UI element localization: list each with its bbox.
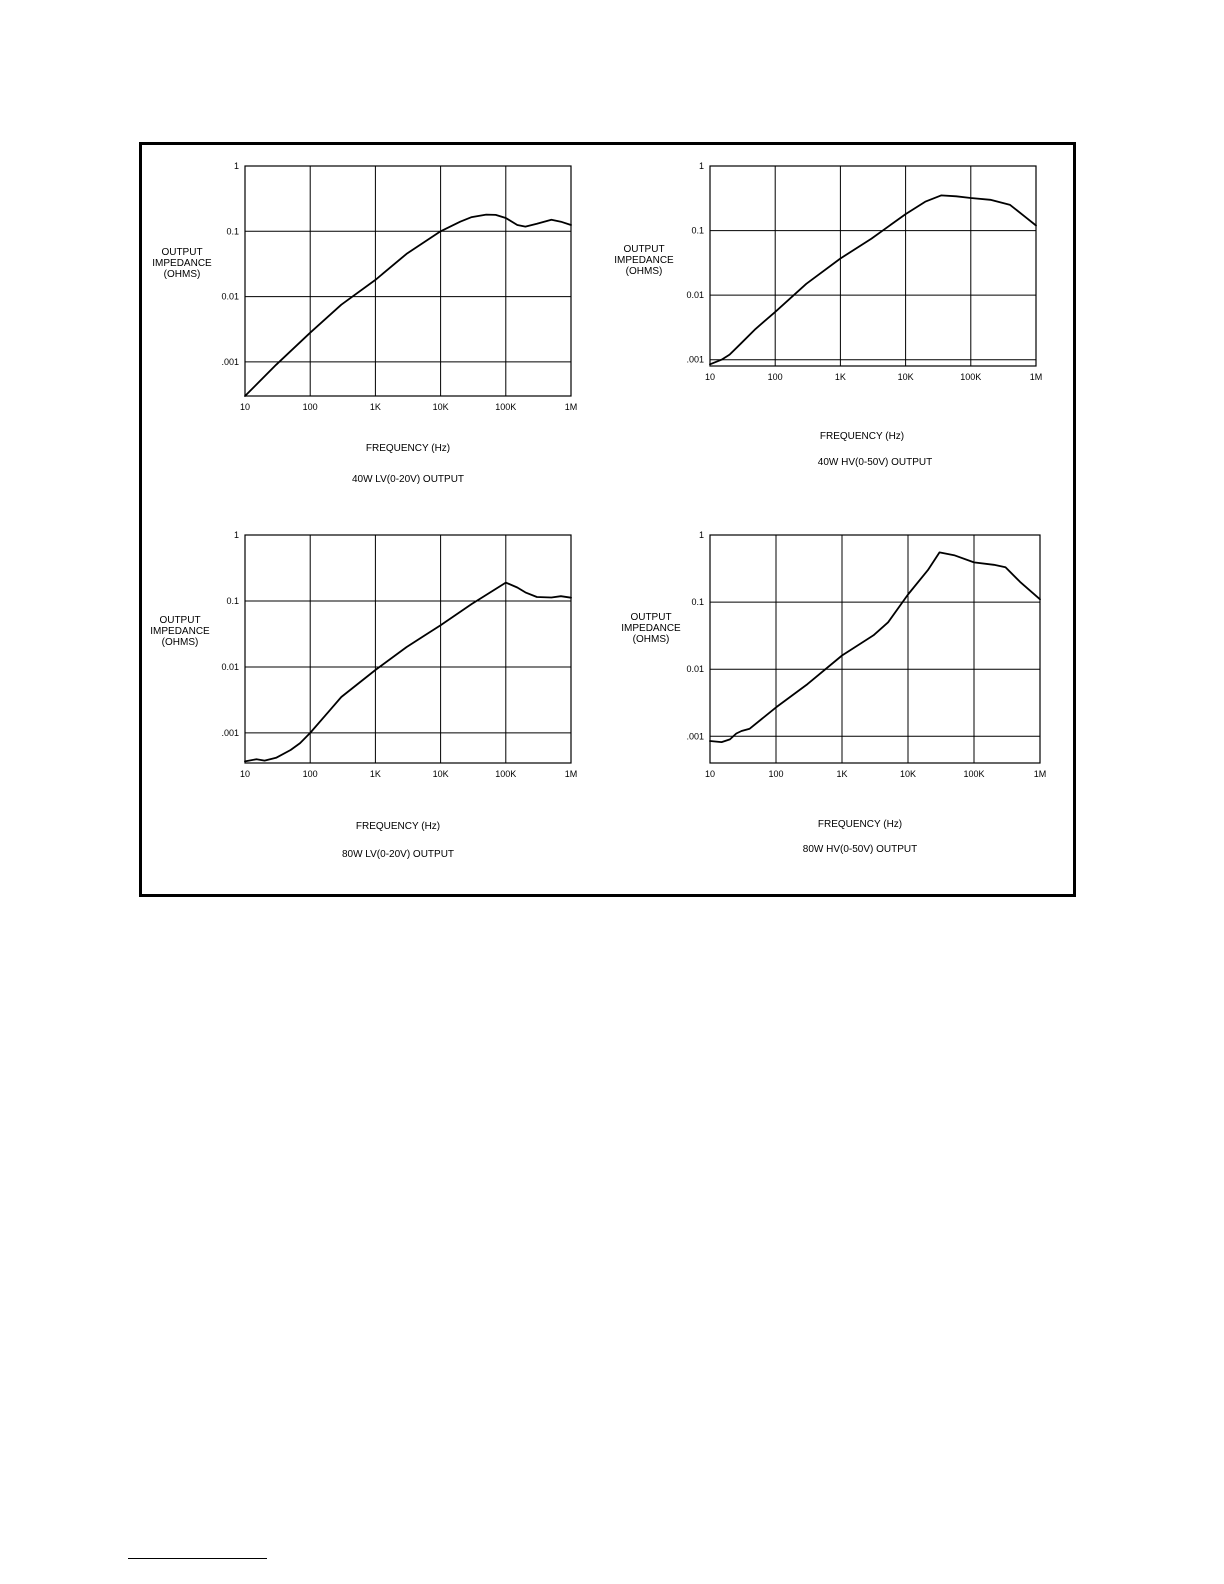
x-tick-label: 10 <box>704 769 716 779</box>
x-tick-label: 10 <box>239 402 251 412</box>
chart-40w-lv-xlabel: FREQUENCY (Hz) <box>365 443 451 454</box>
x-tick-label: 100K <box>960 372 982 382</box>
x-tick-label: 1M <box>564 769 578 779</box>
x-tick-label: 100 <box>302 769 318 779</box>
ylabel-line: OUTPUT <box>159 615 201 626</box>
ylabel-line: OUTPUT <box>630 612 672 623</box>
chart-80w-lv-xlabel: FREQUENCY (Hz) <box>355 821 441 832</box>
y-tick-label: 0.01 <box>221 291 239 302</box>
y-tick-label: .001 <box>686 731 704 742</box>
y-tick-label: 0.01 <box>686 290 704 301</box>
y-tick-label: 1 <box>698 161 704 171</box>
y-tick-label: 1 <box>233 530 239 540</box>
y-tick-label: .001 <box>221 727 239 738</box>
x-tick-label: 10 <box>704 372 716 382</box>
y-tick-label: 0.01 <box>686 664 704 675</box>
x-tick-label: 100K <box>495 402 517 412</box>
x-tick-label: 1M <box>1033 769 1047 779</box>
x-tick-label: 1M <box>564 402 578 412</box>
chart-80w-hv-ylabel <box>611 612 691 645</box>
chart-80w-hv-title: 80W HV(0-50V) OUTPUT <box>802 844 918 855</box>
y-tick-label: 0.1 <box>226 226 239 237</box>
y-tick-label: .001 <box>221 356 239 367</box>
y-tick-label: 1 <box>698 530 704 540</box>
x-tick-label: 100 <box>302 402 318 412</box>
ylabel-line: IMPEDANCE <box>152 258 212 269</box>
ylabel-line: (OHMS) <box>161 637 199 648</box>
ylabel-line: OUTPUT <box>161 247 203 258</box>
ylabel-line: IMPEDANCE <box>614 255 674 266</box>
x-tick-label: 10K <box>432 769 449 779</box>
chart-80w-lv-title: 80W LV(0-20V) OUTPUT <box>341 849 455 860</box>
x-tick-label: 1K <box>834 372 846 382</box>
x-tick-label: 1K <box>836 769 848 779</box>
y-tick-label: 0.1 <box>691 597 704 608</box>
x-tick-label: 10 <box>239 769 251 779</box>
chart-80w-hv-xlabel: FREQUENCY (Hz) <box>817 819 903 830</box>
x-tick-label: 100K <box>963 769 985 779</box>
footnote-rule <box>128 1558 267 1559</box>
impedance-curve <box>710 552 1040 742</box>
ylabel-line: (OHMS) <box>163 269 201 280</box>
x-tick-label: 10K <box>432 402 449 412</box>
ylabel-line: IMPEDANCE <box>621 623 681 634</box>
x-tick-label: 1M <box>1029 372 1043 382</box>
x-tick-label: 100 <box>767 372 783 382</box>
x-tick-label: 10K <box>899 769 917 779</box>
ylabel-line: (OHMS) <box>625 266 663 277</box>
chart-40w-hv-xlabel: FREQUENCY (Hz) <box>819 431 905 442</box>
x-tick-label: 100 <box>768 769 784 779</box>
ylabel-line: IMPEDANCE <box>150 626 210 637</box>
x-tick-label: 1K <box>369 769 381 779</box>
plot-frame <box>710 535 1040 763</box>
ylabel-line: (OHMS) <box>632 634 670 645</box>
x-tick-label: 100K <box>495 769 517 779</box>
chart-40w-hv-title: 40W HV(0-50V) OUTPUT <box>817 457 933 468</box>
y-tick-label: 0.01 <box>221 661 239 672</box>
ylabel-line: OUTPUT <box>623 244 665 255</box>
y-tick-label: 0.1 <box>226 595 239 606</box>
x-tick-label: 10K <box>897 372 914 382</box>
x-tick-label: 1K <box>369 402 381 412</box>
y-tick-label: 1 <box>233 161 239 171</box>
y-tick-label: .001 <box>686 354 704 365</box>
y-tick-label: 0.1 <box>691 225 704 236</box>
chart-40w-lv-title: 40W LV(0-20V) OUTPUT <box>351 474 465 485</box>
